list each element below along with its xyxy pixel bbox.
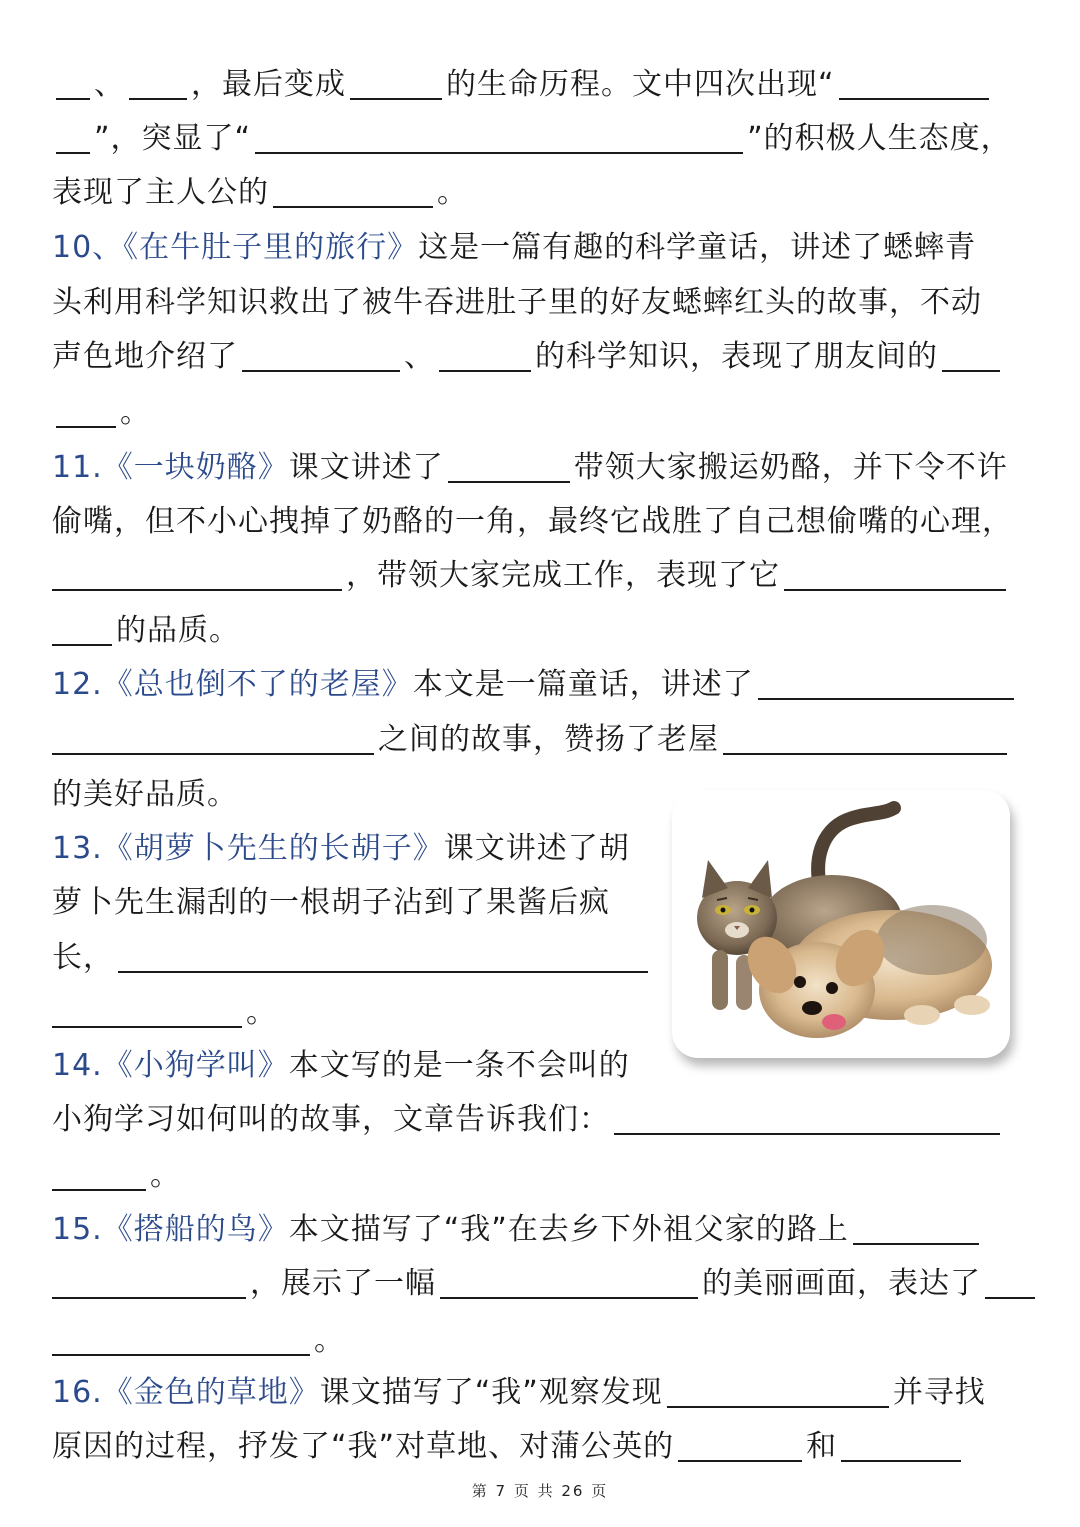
line-3: 表现了主人公的 。 bbox=[52, 175, 468, 210]
blank bbox=[255, 120, 743, 154]
question-14-line-2: 小狗学习如何叫的故事，文章告诉我们： bbox=[52, 1093, 1030, 1147]
question-10-line-4: 。 bbox=[52, 386, 1030, 440]
blank bbox=[723, 721, 1007, 755]
question-12-line-1: 12.《总也倒不了的老屋》本文是一篇童话，讲述了 bbox=[52, 658, 1030, 712]
question-12-line-2: 之间的故事，赞扬了老屋 bbox=[52, 713, 1030, 767]
blank bbox=[56, 66, 90, 100]
blank bbox=[52, 721, 374, 755]
question-13-line-2: 萝卜先生漏刮的一根胡子沾到了果酱后疯 bbox=[52, 885, 610, 920]
blank bbox=[758, 666, 1014, 700]
blank bbox=[985, 1265, 1035, 1299]
question-14-line-1: 14.《小狗学叫》本文写的是一条不会叫的 bbox=[52, 1048, 630, 1083]
line-2: ”，突显了“ ”的积极人生态度， bbox=[52, 112, 1030, 166]
blank bbox=[52, 994, 242, 1028]
blank bbox=[273, 174, 433, 208]
question-13-line-3: 长， bbox=[52, 931, 652, 985]
blank bbox=[678, 1428, 802, 1462]
blank bbox=[52, 1157, 146, 1191]
blank bbox=[52, 557, 342, 591]
question-11-line-3: ，带领大家完成工作，表现了它 bbox=[52, 549, 1030, 603]
question-10-line-2: 头利用科学知识救出了被牛吞进肚子里的好友蟋蟀红头的故事，不动 bbox=[52, 285, 982, 320]
question-10-title: 10、《在牛肚子里的旅行》 bbox=[52, 230, 419, 265]
question-15-line-1: 15.《搭船的鸟》本文描写了“我”在去乡下外祖父家的路上 bbox=[52, 1203, 1030, 1257]
blank bbox=[942, 338, 1000, 372]
question-11-line-2: 偷嘴，但不小心拽掉了奶酪的一角，最终它战胜了自己想偷嘴的心理， bbox=[52, 504, 1013, 539]
blank bbox=[440, 1265, 698, 1299]
blank bbox=[614, 1101, 1000, 1135]
question-12-line-3: 的美好品质。 bbox=[52, 777, 238, 812]
blank bbox=[52, 1322, 310, 1356]
question-12-title: 12.《总也倒不了的老屋》 bbox=[52, 667, 413, 702]
question-13-line-4: 。 bbox=[52, 986, 652, 1040]
question-15-line-3: 。 bbox=[52, 1314, 1030, 1368]
blank bbox=[242, 338, 400, 372]
blank bbox=[448, 449, 570, 483]
blank bbox=[56, 394, 116, 428]
blank bbox=[784, 557, 1006, 591]
question-11-line-1: 11.《一块奶酪》课文讲述了 带领大家搬运奶酪，并下令不许 bbox=[52, 450, 1008, 485]
cat-and-dog-illustration bbox=[672, 790, 1010, 1058]
blank bbox=[56, 120, 90, 154]
question-13-line-1: 13.《胡萝卜先生的长胡子》课文讲述了胡 bbox=[52, 831, 630, 866]
page-number-footer: 第 7 页 共 26 页 bbox=[471, 1482, 609, 1500]
question-15-line-2: ，展示了一幅 的美丽画面，表达了 bbox=[52, 1257, 1030, 1311]
question-16-line-2: 原因的过程，抒发了“我”对草地、对蒲公英的 和 bbox=[52, 1420, 1030, 1474]
blank bbox=[841, 1428, 961, 1462]
blank bbox=[350, 66, 442, 100]
question-14-line-3: 。 bbox=[52, 1149, 1030, 1203]
question-15-title: 15.《搭船的鸟》 bbox=[52, 1212, 289, 1247]
blank bbox=[118, 939, 648, 973]
blank bbox=[52, 612, 112, 646]
cat-and-dog-photo bbox=[672, 790, 1010, 1058]
question-11-line-4: 的品质。 bbox=[52, 604, 1030, 658]
blank bbox=[853, 1211, 979, 1245]
question-13-title: 13.《胡萝卜先生的长胡子》 bbox=[52, 831, 444, 866]
question-16-line-1: 16.《金色的草地》课文描写了“我”观察发现 并寻找 bbox=[52, 1375, 986, 1410]
question-14-title: 14.《小狗学叫》 bbox=[52, 1048, 289, 1083]
blank bbox=[667, 1374, 889, 1408]
blank bbox=[839, 66, 989, 100]
blank bbox=[439, 338, 531, 372]
blank bbox=[129, 66, 187, 100]
question-11-title: 11.《一块奶酪》 bbox=[52, 450, 289, 485]
question-10-line-3: 声色地介绍了 、 的科学知识，表现了朋友间的 bbox=[52, 330, 1030, 384]
question-10-line-1: 10、《在牛肚子里的旅行》这是一篇有趣的科学童话，讲述了蟋蟀青 bbox=[52, 230, 977, 265]
blank bbox=[52, 1265, 246, 1299]
line-1: 、 ，最后变成 的生命历程。文中四次出现“ bbox=[52, 58, 1030, 112]
question-16-title: 16.《金色的草地》 bbox=[52, 1375, 320, 1410]
